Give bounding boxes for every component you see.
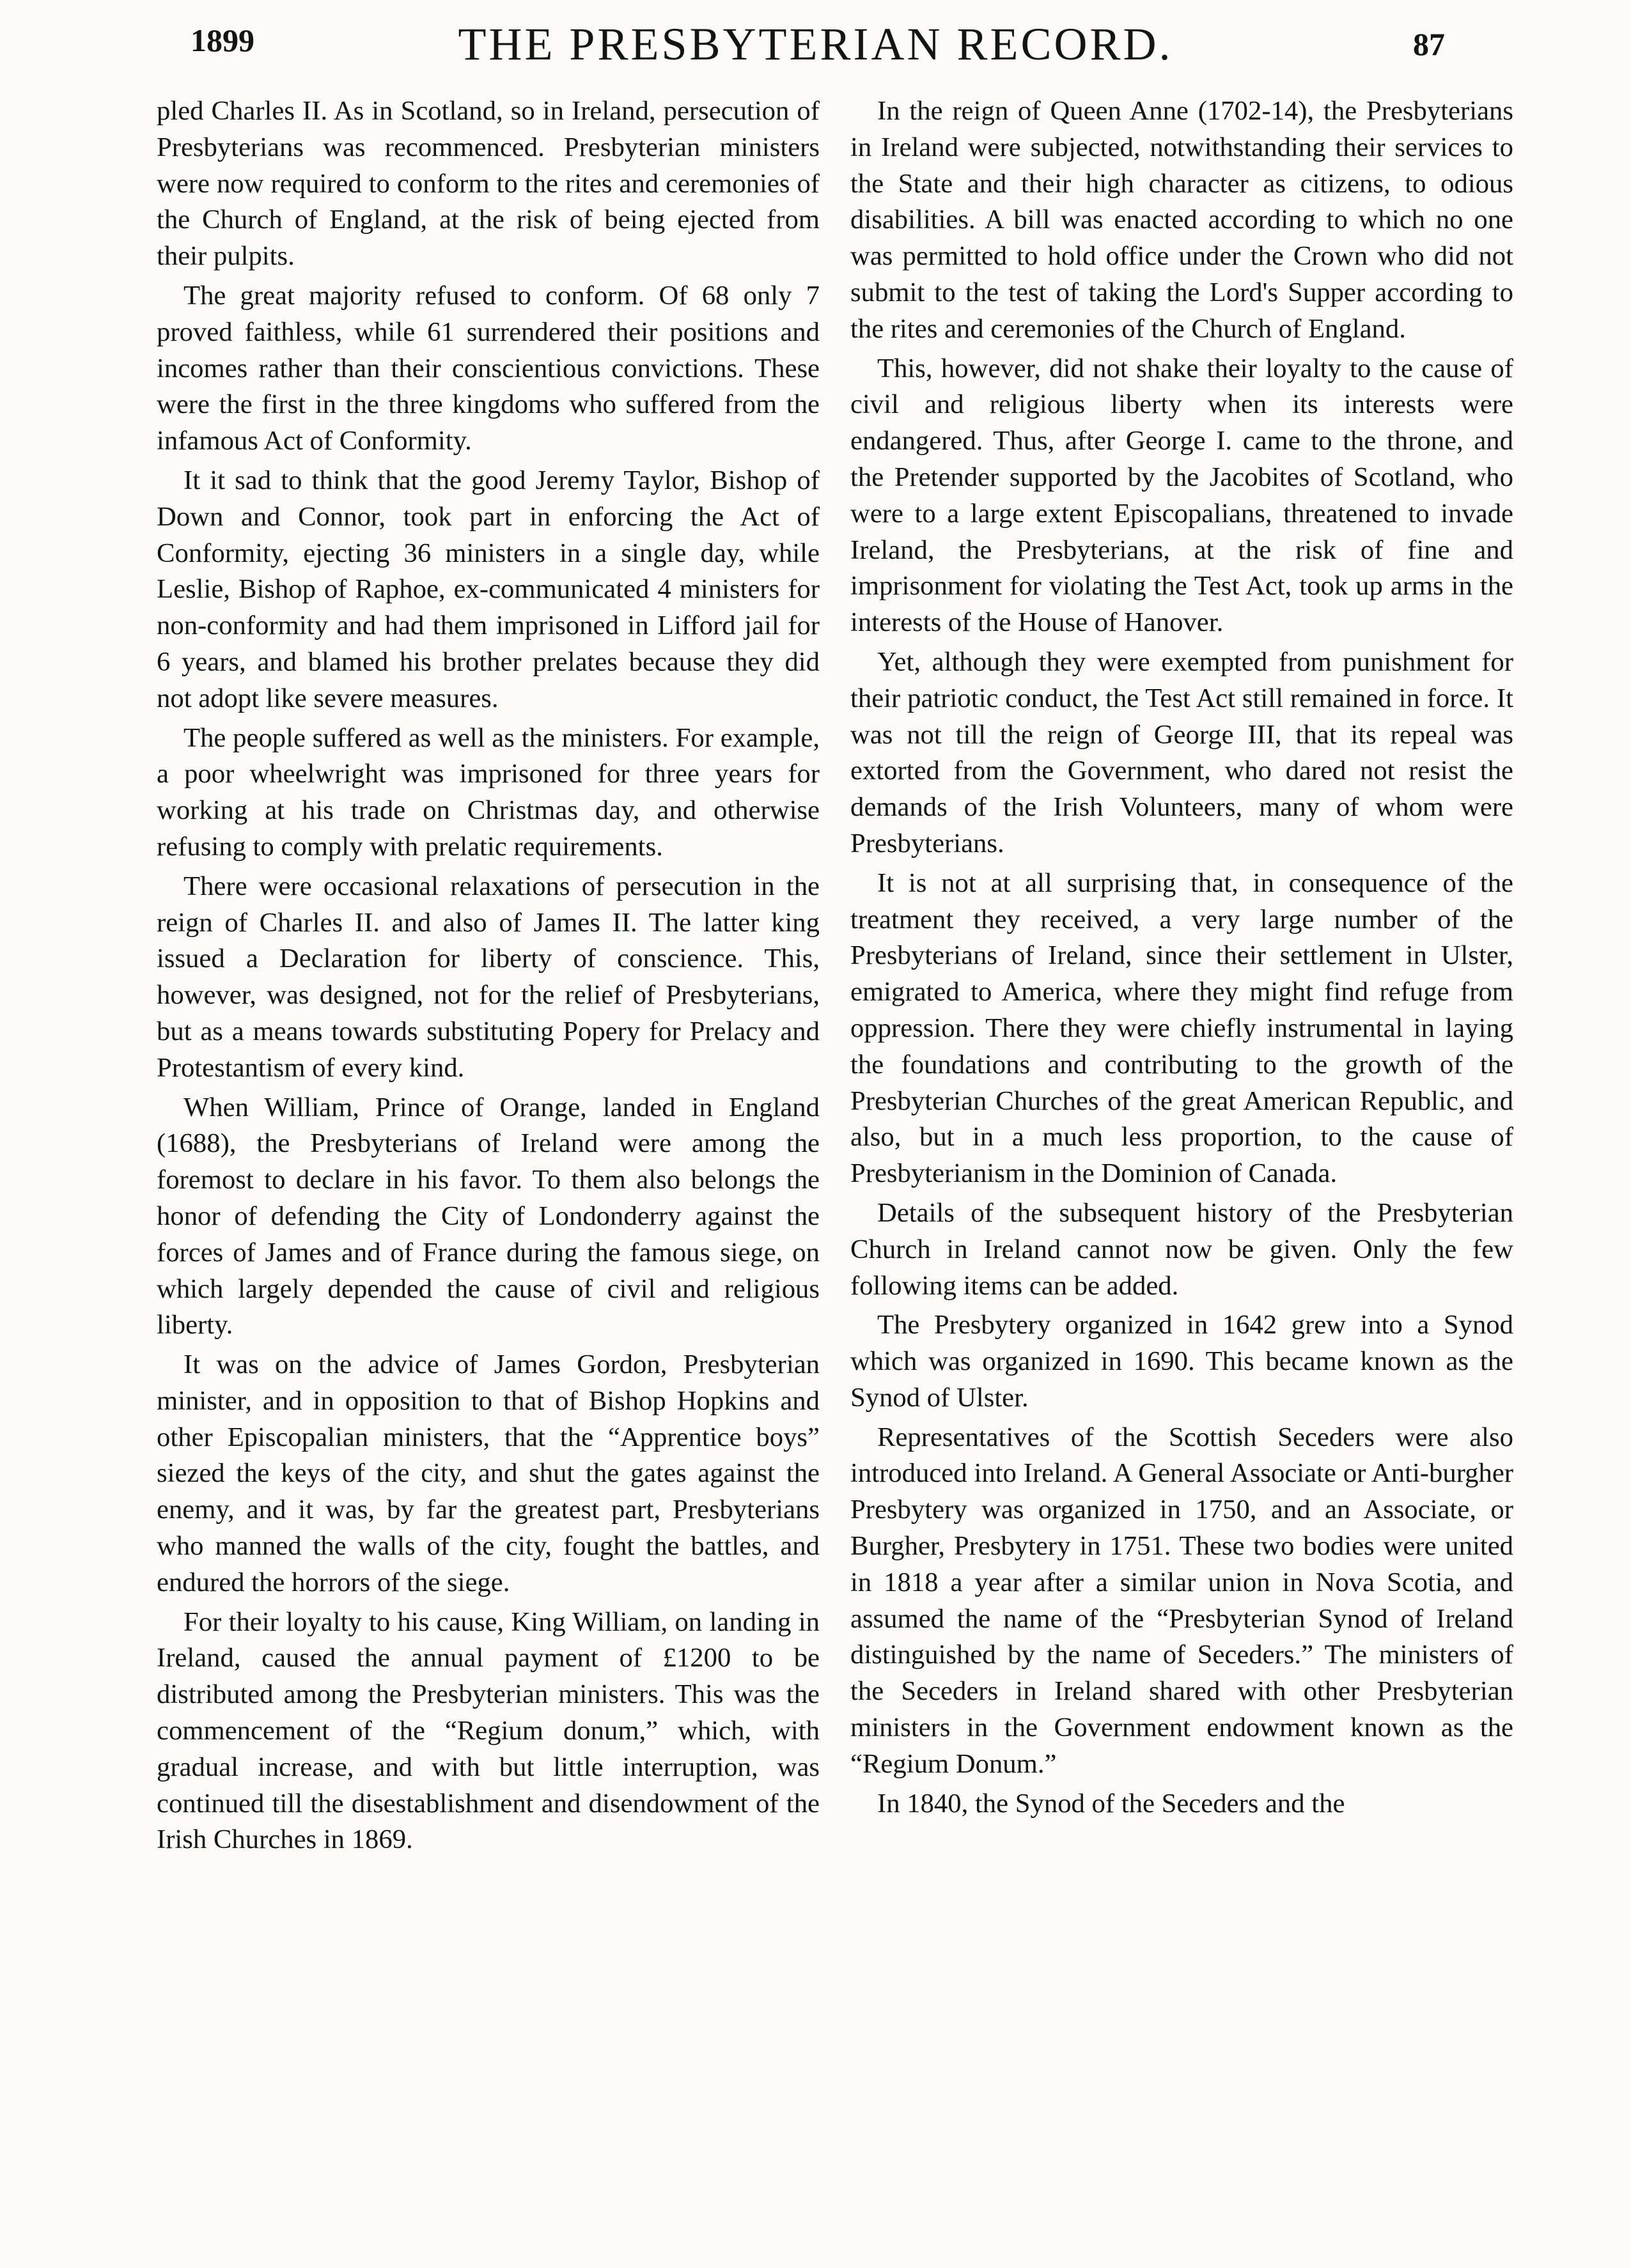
paragraph: When William, Prince of Orange, landed in England (1688), the Presbyterians of Ireland were among the foremost to declare in his favor. To them also belongs the honor of defending the City of Londonderry against the forces of James and of France during the famous siege, on which largely depended the cause of civil and religious liberty. (157, 1092, 820, 1340)
paragraph: It is not at all surprising that, in consequence of the treatment they received, a very large number of the Presbyterians of Ireland, since their settlement in Ulster, emigrated to America, where they might find refuge from oppression. There they were chiefly instrumental in laying the foundations and contributing to the growth of the Presbyterian Churches of the great American Republic, and also, but in a much less proportion, to the cause of Presbyterianism in the Dominion of Canada. (850, 867, 1513, 1189)
paragraph: pled Charles II. As in Scotland, so in Ireland, persecution of Presbyterians was recommenced. Presbyterian ministers were now required to conform to the rites and ceremonies of the Church of England, at the risk of being ejected from their pulpits. (157, 96, 820, 272)
paragraph: It was on the advice of James Gordon, Presbyterian minister, and in opposition to that of Bishop Hopkins and other Episcopalian ministers, that the “Apprentice boys” siezed the keys of the city, and shut the gates against the enemy, and it was, by far the greatest part, Presbyterians who manned the walls of the city, fought the battles, and endured the horrors of the siege. (157, 1349, 820, 1597)
paragraph: The people suffered as well as the ministers. For example, a poor wheelwright was imprisoned for three years for working at his trade on Christmas day, and otherwise refusing to comply with prelatic requirements. (157, 722, 820, 862)
paragraph: In the reign of Queen Anne (1702-14), the Presbyterians in Ireland were subjected, notwithstanding their services to the State and their high character as citizens, to odious disabilities. A bill was enacted according to which no one was permitted to hold office under the Crown who did not submit to the test of taking the Lord's Supper according to the rites and ceremonies of the Church of England. (850, 96, 1513, 344)
paragraph: The Presbytery organized in 1642 grew into a Synod which was organized in 1690. This became known as the Synod of Ulster. (850, 1310, 1513, 1413)
right-column (850, 93, 1513, 1825)
page-number: 87 (1413, 26, 1445, 62)
paragraph: Details of the subsequent history of the Presbyterian Church in Ireland cannot now be given. Only the few following items can be added. (850, 1197, 1513, 1301)
page-header (0, 0, 1631, 89)
paragraph: Yet, although they were exempted from punishment for their patriotic conduct, the Test Act still remained in force. It was not till the reign of George III, that its repeal was extorted from the Government, who dared not resist the demands of the Irish Volunteers, many of whom were Presbyterians. (850, 646, 1513, 858)
publication-title: THE PRESBYTERIAN RECORD. (458, 19, 1173, 70)
paragraph: For their loyalty to his cause, King William, on landing in Ireland, caused the annual payment of £1200 to be distributed among the Presbyterian ministers. This was the commencement of the “Regium donum,” which, with gradual increase, and with but little interruption, was continued till the disestablishment and disendowment of the Irish Churches in 1869. (157, 1606, 820, 1855)
paragraph: In 1840, the Synod of the Seceders and the (877, 1788, 1345, 1819)
paragraph: It it sad to think that the good Jeremy Taylor, Bishop of Down and Connor, took part in enforcing the Act of Conformity, ejecting 36 ministers in a single day, while Leslie, Bishop of Raphoe, ex-communicated 4 ministers for non-conformity and had them imprisoned in Lifford jail for 6 years, and blamed his brother prelates because they did not adopt like severe measures. (157, 465, 820, 713)
paragraph: The great majority refused to conform. Of 68 only 7 proved faithless, while 61 surrendered their positions and incomes rather than their conscientious convictions. These were the first in the three kingdoms who suffered from the infamous Act of Conformity. (157, 280, 820, 456)
header-year: 1899 (191, 22, 254, 58)
paragraph: There were occasional relaxations of persecution in the reign of Charles II. and also of James II. The latter king issued a Declaration for liberty of conscience. This, however, was designed, not for the relief of Presbyterians, but as a means towards substituting Popery for Prelacy and Protestantism of every kind. (157, 871, 820, 1083)
left-column (157, 93, 820, 1861)
paragraph: Representatives of the Scottish Seceders were also introduced into Ireland. A General Associate or Anti-burgher Presbytery was organized in 1750, and an Associate, or Burgher, Presbytery in 1751. These two bodies were united in 1818 a year after a similar union in Nova Scotia, and assumed the name of the “Presbyterian Synod of Ireland distinguished by the name of Seceders.” The ministers of the Seceders in Ireland shared with other Presbyterian ministers in the Government endowment known as the “Regium Donum.” (850, 1422, 1513, 1779)
paragraph: This, however, did not shake their loyalty to the cause of civil and religious liberty when its interests were endangered. Thus, after George I. came to the throne, and the Pretender supported by the Jacobites of Scotland, who were to a large extent Episcopalians, threatened to invade Ireland, the Presbyterians, at the risk of fine and imprisonment for violating the Test Act, took up arms in the interests of the House of Hanover. (850, 353, 1513, 638)
